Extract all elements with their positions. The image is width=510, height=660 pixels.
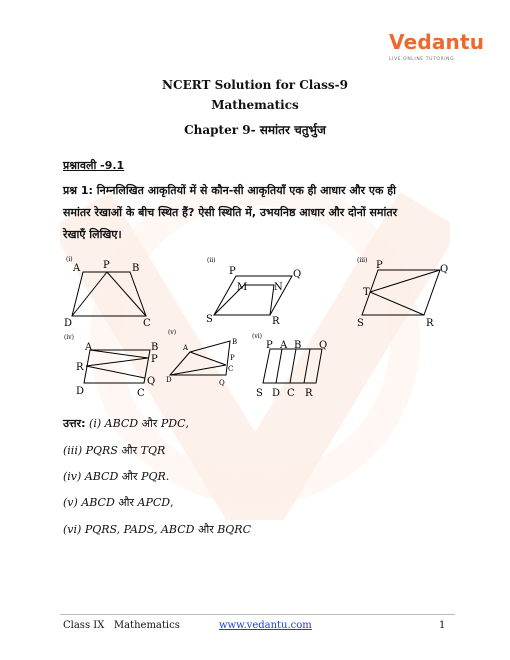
answer-b: PQR [141, 470, 166, 483]
figure-i [72, 272, 146, 316]
label: P [376, 260, 383, 271]
logo-tagline: LIVE ONLINE TUTORING [389, 57, 455, 62]
figure-vi [263, 349, 322, 383]
label: P [229, 266, 236, 277]
answer-a: PQRS, PADS, ABCD [84, 523, 195, 536]
figure-iii-tag: (iii) [357, 257, 368, 264]
label: C [228, 365, 234, 373]
label: S [357, 318, 364, 329]
label: P [151, 354, 158, 365]
footer-divider [60, 614, 455, 615]
label: A [280, 340, 288, 351]
label: R [272, 316, 280, 327]
answer-conj: और [121, 470, 138, 483]
label: M [237, 282, 248, 293]
question-line-1: प्रश्न 1: निम्नलिखित आकृतियों में से कौन-सी आकृतियाँ एक ही आधार और एक ही [63, 184, 396, 197]
label: P [266, 340, 273, 351]
answer-item-iv [63, 469, 169, 484]
label: D [64, 318, 73, 329]
label: C [137, 388, 145, 399]
question-line-2: समांतर रेखाओं के बीच स्थित हैं? ऐसी स्थिति में, उभयनिष्ठ आधार और दोनों समांतर [63, 206, 398, 219]
label: A [85, 342, 93, 353]
label: Q [293, 269, 302, 280]
answer-conj: और [118, 496, 135, 509]
label: Q [219, 379, 225, 387]
footer-website-link[interactable]: www.vedantu.com [219, 620, 312, 631]
label: C [143, 318, 151, 329]
label: Q [440, 264, 449, 275]
label: D [272, 388, 281, 399]
figure-vi-tag: (vi) [252, 333, 262, 340]
logo-text: Vedantu [389, 30, 485, 54]
answer-b: PDC [160, 417, 186, 430]
label: Q [319, 340, 328, 351]
label: P [230, 354, 235, 362]
figure-iv-tag: (iv) [64, 334, 74, 341]
answer-num: (iii) [63, 444, 83, 457]
label: B [132, 263, 140, 274]
answer-end: , [185, 417, 190, 430]
figure-ii-tag: (ii) [207, 257, 216, 264]
label: P [103, 260, 110, 271]
answer-end: . [165, 470, 170, 483]
answer-a: ABCD [104, 417, 139, 430]
label: A [73, 263, 81, 274]
chapter-name: समांतर चतुर्भुज [259, 123, 326, 137]
page-number: 1 [439, 620, 446, 631]
question-line-3: रेखाएँ लिखिए। [63, 228, 122, 241]
answer-num: (v) [63, 496, 78, 509]
answer-item-vi [63, 522, 251, 537]
label: S [256, 388, 263, 399]
label: B [232, 338, 238, 346]
label: C [287, 388, 295, 399]
answer-conj: और [197, 523, 214, 536]
label: A [183, 344, 189, 352]
label: S [206, 314, 213, 325]
solution-title: NCERT Solution for Class-9 [162, 78, 348, 92]
label: D [166, 376, 172, 384]
figure-iii [362, 270, 440, 315]
answer-conj: और [141, 417, 158, 430]
label: D [76, 386, 85, 397]
subject-title: Mathematics [211, 98, 299, 112]
answer-end: , [170, 496, 174, 509]
answer-a: ABCD [81, 496, 115, 509]
label: R [76, 362, 84, 373]
answer-a: ABCD [84, 470, 119, 483]
answer-item-v [63, 495, 174, 510]
label: R [305, 388, 313, 399]
answer-a: PQRS [85, 444, 118, 457]
footer-class: Class IX Mathematics [63, 620, 180, 631]
label: Q [147, 376, 156, 387]
answer-num: (iv) [63, 470, 82, 483]
label: R [426, 318, 434, 329]
figure-i-tag: (i) [66, 256, 73, 263]
answer-b: BQRC [217, 523, 252, 536]
answer-item-i [63, 416, 189, 431]
chapter-prefix: Chapter 9- [184, 123, 260, 137]
answer-b: TQR [140, 444, 166, 457]
answer-b: APCD [137, 496, 171, 509]
figure-v [170, 341, 230, 375]
label: B [294, 340, 302, 351]
label: T [363, 287, 370, 298]
answer-num: (vi) [63, 523, 82, 536]
answer-num: (i) [89, 417, 102, 430]
answer-item-iii [63, 443, 165, 458]
answer-conj: और [121, 444, 138, 457]
figure-iv [84, 350, 150, 383]
figure-v-tag: (v) [168, 329, 177, 336]
label: N [274, 282, 283, 293]
answer-label: उत्तर: [63, 417, 86, 430]
label: B [151, 342, 159, 353]
exercise-heading: प्रश्नावली -9.1 [63, 159, 125, 172]
